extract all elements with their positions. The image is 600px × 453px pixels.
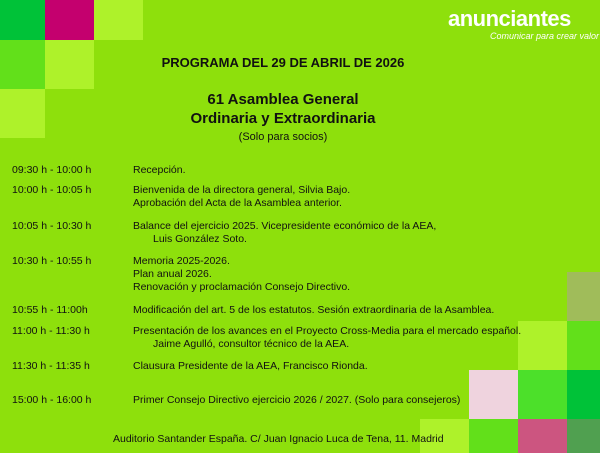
description-line: Recepción. bbox=[133, 164, 186, 176]
description-line: Presentación de los avances en el Proyecto Cross-Media para el mercado español. bbox=[133, 325, 522, 337]
description-line: Primer Consejo Directivo ejercicio 2026 / 2027. (Solo para consejeros) bbox=[133, 394, 461, 406]
schedule-time: 10:05 h - 10:30 h bbox=[12, 220, 92, 232]
schedule-description bbox=[133, 394, 460, 407]
schedule-time: 10:00 h - 10:05 h bbox=[12, 184, 92, 196]
decor-square bbox=[0, 0, 45, 40]
description-line: Modificación del art. 5 de los estatutos. Sesión extraordinaria de la Asamblea. bbox=[133, 304, 495, 316]
schedule-description bbox=[133, 184, 350, 210]
decor-square bbox=[469, 370, 518, 419]
decor-square bbox=[567, 370, 600, 419]
schedule-time: 10:30 h - 10:55 h bbox=[12, 255, 92, 267]
schedule-description bbox=[133, 360, 368, 373]
description-line: Bienvenida de la directora general, Silvia Bajo. bbox=[133, 184, 351, 196]
decor-square bbox=[469, 419, 518, 453]
subtitle: (Solo para socios) bbox=[238, 131, 328, 143]
schedule-time: 11:00 h - 11:30 h bbox=[12, 325, 90, 337]
description-line: Clausura Presidente de la AEA, Francisco Rionda. bbox=[133, 360, 368, 372]
schedule-description bbox=[133, 164, 186, 177]
title-line: Ordinaria y Extraordinaria bbox=[190, 110, 376, 127]
schedule-time: 11:30 h - 11:35 h bbox=[12, 360, 90, 372]
schedule-description bbox=[133, 325, 521, 351]
description-line: Balance del ejercicio 2025. Vicepresidente económico de la AEA, bbox=[133, 220, 437, 232]
date-title: PROGRAMA DEL 29 DE ABRIL DE 2026 bbox=[161, 55, 405, 70]
title-line: 61 Asamblea General bbox=[207, 91, 359, 108]
description-line: Luis González Soto. bbox=[153, 233, 247, 245]
schedule-time: 09:30 h - 10:00 h bbox=[12, 164, 92, 176]
description-line: Memoria 2025-2026. bbox=[133, 255, 230, 267]
schedule-time: 10:55 h - 11:00h bbox=[12, 304, 88, 316]
brand-tagline: Comunicar para crear valor bbox=[490, 31, 600, 41]
decor-square bbox=[518, 419, 567, 453]
page-title bbox=[0, 90, 566, 128]
decor-square bbox=[45, 0, 94, 40]
description-line: Jaime Agulló, consultor técnico de la AEA. bbox=[153, 338, 350, 350]
decor-square bbox=[567, 272, 600, 321]
decor-square bbox=[567, 419, 600, 453]
brand-logo: anunciantes bbox=[448, 6, 571, 31]
decor-square bbox=[567, 321, 600, 370]
schedule-time: 15:00 h - 16:00 h bbox=[12, 394, 92, 406]
schedule-description bbox=[133, 255, 350, 294]
schedule-description bbox=[133, 304, 494, 317]
schedule-description bbox=[133, 220, 436, 246]
decor-square bbox=[94, 0, 143, 40]
decor-square bbox=[518, 370, 567, 419]
description-line: Renovación y proclamación Consejo Directivo. bbox=[133, 281, 351, 293]
footer-location: Auditorio Santander España. C/ Juan Ignacio Luca de Tena, 11. Madrid bbox=[113, 433, 444, 445]
decor-square bbox=[518, 321, 567, 370]
description-line: Aprobación del Acta de la Asamblea anterior. bbox=[133, 197, 342, 209]
description-line: Plan anual 2026. bbox=[133, 268, 212, 280]
